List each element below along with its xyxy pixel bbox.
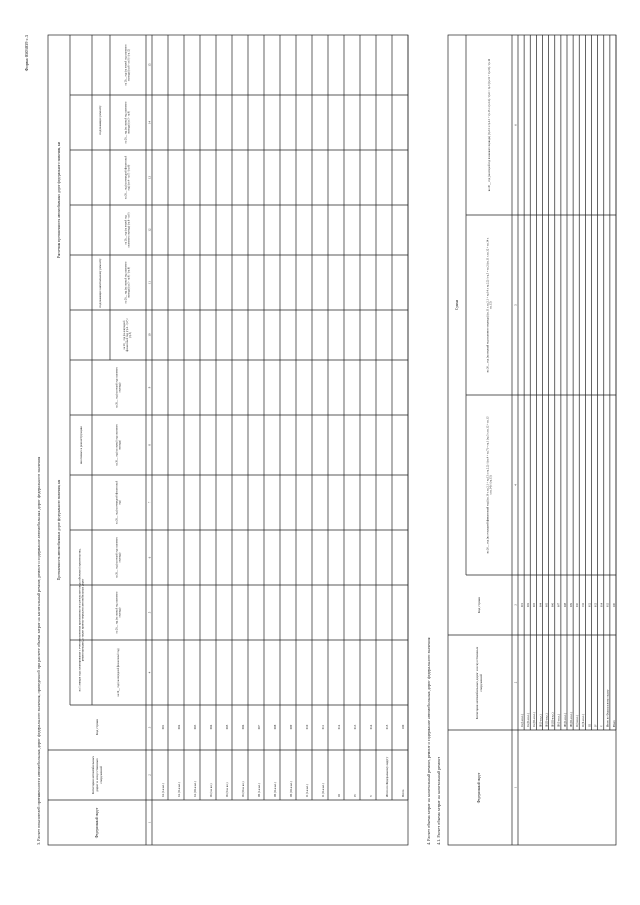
t2-row-code: 013 bbox=[594, 602, 598, 608]
t2-row-category: IБ (I-и кл.) bbox=[539, 714, 543, 727]
t1-row-code: 001 bbox=[161, 724, 165, 730]
t1-col-head-6: на 20__ год (на второй год плановогопериода) bbox=[115, 537, 122, 578]
t1-row-category: IБ (III-и кл.) bbox=[241, 781, 245, 797]
t1-row-category: Итого по Федеральному округу bbox=[385, 756, 389, 797]
t2-row-code: 003 bbox=[533, 602, 537, 608]
t1-row-category: IБ (II-и кл.) bbox=[225, 782, 229, 797]
t2-row-category: IВ (I-и кл.) bbox=[557, 714, 561, 727]
t2-header-category: Категория автомобильных дорог и искусственныхсооружений bbox=[475, 646, 483, 720]
t1-row-code: 008 bbox=[273, 724, 277, 730]
t1-col-head-14: на 20__ год (на первый год плановогопериода) (гр.5 - гр.8) bbox=[124, 101, 131, 144]
t1-row-category: II (I-и кл.) bbox=[305, 784, 309, 797]
t1-row-category: IВ (II-и кл.) bbox=[273, 782, 277, 797]
t1-col-number: 8 bbox=[147, 444, 152, 446]
t2-col-head-6: на 20__ год (на второй год планового периода) (гр.12 х гр.2.1 + гр.15 х гр.2.2) / гр.6 = гр.3 (гр.12 + гр.15) / гр.16 bbox=[488, 58, 491, 192]
t1-col-number: 12 bbox=[147, 228, 152, 232]
t1-col-head-12: на 20__ год (на второй годпланового периода) (гр.6 - гр.9) bbox=[124, 212, 131, 248]
t2-header-code: Код строки bbox=[477, 596, 481, 614]
t1-row-category: IБ (I-и кл.) bbox=[209, 783, 213, 797]
t2-row-code: 002 bbox=[527, 602, 531, 608]
t2-row-code: 004 bbox=[539, 602, 543, 608]
t1-col-number: 9 bbox=[147, 386, 152, 389]
t2-row-category: III bbox=[588, 724, 592, 727]
t2-col-number: 2 bbox=[513, 681, 518, 684]
t2-row-category: IВ (III-и кл.) bbox=[569, 712, 573, 727]
t1-col-head-7: на 20__ год (на очередной финансовыйгод) bbox=[115, 480, 122, 525]
t1-row-code: 013 bbox=[353, 724, 357, 730]
t1-col-number: 4 bbox=[147, 671, 152, 674]
t1-row-code: 011 bbox=[321, 724, 325, 730]
t1-row-code: 100 bbox=[401, 724, 405, 730]
t1-header-length: Протяженность автомобильных дорог федерального значения, км bbox=[57, 479, 61, 581]
t1-header-first-year: на 1 января года планирования с учетом изменения протяженности в результате ввода объектов (строительства,реконструкции), а также приема-передачи автомобильных дорог bbox=[77, 548, 85, 692]
t1-col-number: 13 bbox=[147, 176, 152, 179]
t2-row-category: IA (I-и кл.) bbox=[520, 714, 524, 727]
t2-col-number: 1 bbox=[513, 786, 518, 789]
t1-col-number: 6 bbox=[147, 556, 152, 559]
t1-row-category: IA (III-и кл.) bbox=[193, 781, 197, 797]
t2-row-code: 015 bbox=[606, 602, 610, 608]
t2-row-code: 006 bbox=[551, 602, 555, 608]
t1-col-head-8: на 20__ год (на первый год плановогопериода) bbox=[115, 424, 122, 466]
t2-row-category: IБ (II-и кл.) bbox=[545, 713, 549, 727]
t1-col-head-15: на 20__ год (на второй год плановогопериода) (гр.6 - гр.9) / (гр.12) bbox=[124, 44, 131, 86]
t2-row-code: 009 bbox=[569, 602, 573, 608]
t2-row-category: IA (III-и кл.) bbox=[533, 712, 537, 727]
t1-header-calc-length: Расчетная протяженность автомобильных дорог федерального значения, км bbox=[57, 141, 61, 259]
t1-col-number: 3 bbox=[147, 726, 152, 729]
t2-row-category: IБ (III-и кл.) bbox=[551, 712, 555, 727]
t1-col-number: 11 bbox=[147, 281, 152, 284]
t1-col-head-9: на 20__ год (на второй год плановогопериода) bbox=[115, 367, 122, 408]
t2-row-code: 001 bbox=[520, 602, 524, 608]
t1-header-category: Категория автомобильныхдорог и искусственныхсооружений bbox=[91, 755, 103, 795]
t1-row-code: 014 bbox=[369, 724, 373, 730]
t1-col-number: 5 bbox=[147, 611, 152, 614]
t2-row-category: IA (II-и кл.) bbox=[527, 713, 531, 727]
t2-col-head-5: на 20__ год (на первый год планового периода) (гр.11 х гр.2.1 + гр.14 х гр.2.2) / гр.5 = гр.2 (гр.11 х гр.12 + гр.14 хгр.13) bbox=[486, 237, 493, 373]
t1-col-head-4: на 20__ год (на очередной финансовый год) bbox=[117, 648, 120, 697]
t1-col-number: 1 bbox=[147, 821, 152, 824]
t2-row-code: 014 bbox=[600, 602, 604, 608]
t1-row-code: 009 bbox=[289, 724, 293, 730]
t1-col-head-11: на 20__ год (на первый год плановогопериода) (гр.5 - гр.8) / (гр.6) bbox=[124, 261, 131, 304]
t1-row-code: 005 bbox=[225, 724, 229, 730]
t1-row-code: 006 bbox=[241, 724, 245, 730]
section-3-title: 3. Расчет показателей протяженности автомобильных дорог федерального значения, приведенной при расчете объема затрат на капитальный ремонт, ремонт и содержание автомобильных дорог федерального значения bbox=[36, 456, 41, 845]
t1-col-number: 15 bbox=[147, 63, 152, 67]
section-4-1-title: 4.1. Расчет объема затрат на капитальный ремонт bbox=[436, 756, 441, 845]
t2-col-head-4: на 20__ год (на очередной финансовый год) (гр.10 х гр.2.1 + гр.13 х гр.2.2) / (гр.4 + гр.7) = гр.1 (гр.5 х гр.12 + гр.13х гр.14) / (гр.15) bbox=[486, 416, 493, 554]
t2-row-category: IВ (II-и кл.) bbox=[563, 713, 567, 727]
t2-header-sum: Сумма bbox=[455, 299, 459, 311]
t1-row-category: IV bbox=[353, 793, 357, 797]
t1-row-category: IA (II-и кл.) bbox=[177, 782, 181, 797]
t1-col-number: 10 bbox=[147, 333, 152, 337]
t1-header-code: Код строки bbox=[95, 718, 99, 736]
t1-row-code: 002 bbox=[177, 724, 181, 730]
t2-row-code: 005 bbox=[545, 602, 549, 608]
t2-col-number: 3 bbox=[513, 604, 518, 606]
t2-row-code: 012 bbox=[588, 602, 592, 608]
t2-row-category: IV bbox=[594, 724, 598, 727]
t1-row-code: 007 bbox=[257, 724, 261, 730]
t1-col-number: 7 bbox=[147, 501, 152, 504]
t1-row-category: V bbox=[369, 794, 373, 797]
t1-row-code: 012 bbox=[337, 724, 341, 730]
t2-row-category: II (II-и кл.) bbox=[582, 714, 586, 727]
t2-col-number: 4 bbox=[513, 484, 518, 486]
t1-header-federal-district: Федеральный округ bbox=[95, 807, 99, 839]
t1-row-category: IA (I-и кл.) bbox=[161, 783, 165, 797]
t2-row-code: 011 bbox=[582, 602, 586, 608]
t1-row-category: IВ (I-и кл.) bbox=[257, 783, 261, 797]
t2-row-category: Всего bbox=[612, 720, 616, 727]
t1-row-category: Всего bbox=[401, 789, 405, 797]
t1-row-code: 004 bbox=[209, 724, 213, 730]
t1-col-head-10: на 20__ год (на очереднойфинансовый год) (гр.4 - гр.7) /(гр.5) bbox=[123, 318, 132, 352]
t1-row-category: II (II-и кл.) bbox=[321, 783, 325, 797]
t1-row-code: 015 bbox=[385, 724, 389, 730]
t2-col-number: 6 bbox=[513, 124, 518, 126]
t1-header-capital-repair: подлежащих капитальному ремонту bbox=[98, 258, 102, 308]
t1-header-reconstruction: вносимых в реконструкцию bbox=[79, 426, 83, 464]
t1-row-category: IВ (III-и кл.) bbox=[289, 781, 293, 797]
t2-header-federal-district: Федеральный округ bbox=[477, 772, 481, 804]
t2-row-code: 007 bbox=[557, 602, 561, 608]
t2-row-code: 100 bbox=[612, 602, 616, 608]
t1-col-number: 2 bbox=[147, 774, 152, 776]
form-id-label: Форма 0503039 с.3 bbox=[24, 35, 29, 72]
t1-col-number: 14 bbox=[147, 121, 152, 124]
t2-row-category: Итого по Федеральному округу bbox=[606, 689, 610, 727]
t1-header-repair: подлежащих ремонту bbox=[98, 105, 102, 135]
t2-row-code: 010 bbox=[576, 602, 580, 608]
t1-col-head-5: на 20__ год (на первый год плановогопериода) bbox=[115, 591, 122, 634]
t2-row-code: 008 bbox=[563, 602, 567, 608]
t2-row-category: V bbox=[600, 724, 604, 727]
t2-row-category: II (I-и кл.) bbox=[576, 715, 580, 727]
t1-row-code: 003 bbox=[193, 724, 197, 730]
t1-row-category: III bbox=[337, 794, 341, 797]
t1-col-head-13: на 20__ год (на очередной финансовыйгод) (гр.4 - гр.7) / (гр.6) bbox=[124, 155, 131, 200]
t1-row-code: 010 bbox=[305, 724, 309, 730]
section-4-title: 4. Расчет объема затрат на капитальный ремонт, ремонт и содержание автомобильных дорог федерального значения bbox=[426, 637, 431, 845]
t2-col-number: 5 bbox=[513, 304, 518, 306]
